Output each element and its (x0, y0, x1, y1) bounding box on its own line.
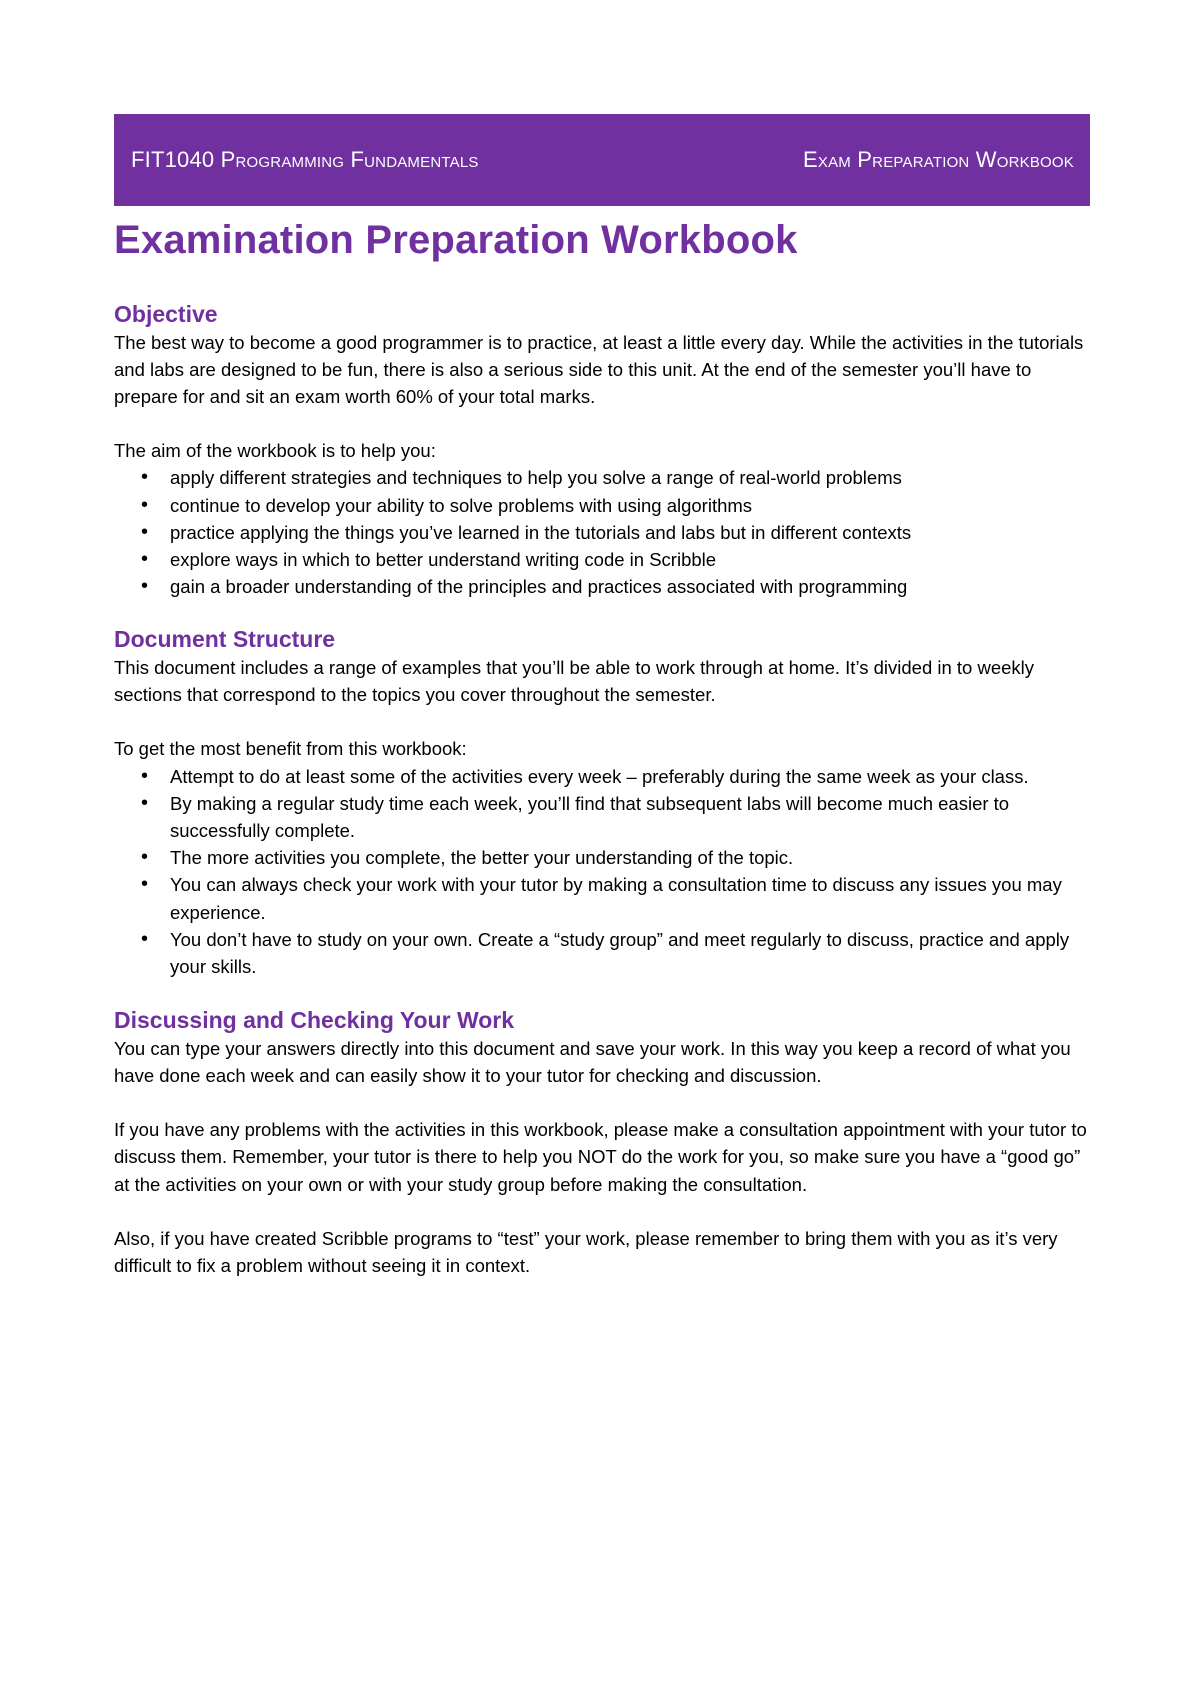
list-item: • apply different strategies and techniques to help you solve a range of real-world problems (170, 464, 1090, 491)
header-course-title: FIT1040 Programming Fundamentals (131, 147, 479, 172)
list-item: • continue to develop your ability to solve problems with using algorithms (170, 492, 1090, 519)
aims-list (114, 464, 1090, 600)
list-item: • By making a regular study time each week, you’ll find that subsequent labs will become much easier to successfully complete. (170, 790, 1090, 844)
discussing-paragraph: You can type your answers directly into this document and save your work. In this way you keep a record of what you have done each week and can easily show it to your tutor for checking and discussion. (114, 1037, 1071, 1087)
structure-section (114, 626, 1090, 980)
discussing-paragraph: If you have any problems with the activities in this workbook, please make a consultation appointment with your tutor to discuss them. Remember, your tutor is there to help you NOT do the work for you, so make sure you have a “good go” at the activities on your own or with your study group before making the consultation. (114, 1119, 1087, 1195)
discussing-heading: Discussing and Checking Your Work (114, 1007, 515, 1034)
discussing-paragraph: Also, if you have created Scribble programs to “test” your work, please remember to bring them with you as it’s very difficult to fix a problem without seeing it in context. (114, 1227, 1058, 1277)
objective-paragraph: The best way to become a good programmer is to practice, at least a little every day. While the activities in the tutorials and labs are designed to be fun, there is also a serious side to this unit. At the end of the semester you’ll have to prepare for and sit an exam worth 60% of your total marks. (114, 331, 1084, 407)
document-page (114, 114, 1090, 1279)
list-item: • You can always check your work with your tutor by making a consultation time to discuss any issues you may experience. (170, 871, 1090, 925)
list-item: • You don’t have to study on your own. Create a “study group” and meet regularly to discuss, practice and apply your skills. (170, 926, 1090, 980)
header-band (114, 114, 1090, 206)
list-item: • gain a broader understanding of the principles and practices associated with programming (170, 573, 1090, 600)
benefits-list (114, 763, 1090, 981)
header-document-label: Exam Preparation Workbook (803, 147, 1074, 172)
list-item: • The more activities you complete, the better your understanding of the topic. (170, 844, 1090, 871)
aim-intro: The aim of the workbook is to help you: (114, 440, 436, 462)
objective-section (114, 301, 1090, 600)
structure-heading: Document Structure (114, 626, 336, 653)
objective-heading: Objective (114, 301, 218, 327)
structure-paragraph: This document includes a range of examples that you’ll be able to work through at home. It’s divided in to weekly sections that correspond to the topics you cover throughout the semester. (114, 657, 1035, 706)
discussing-section (114, 1007, 1090, 1279)
list-item: • explore ways in which to better understand writing code in Scribble (170, 546, 1090, 573)
list-item: • Attempt to do at least some of the activities every week – preferably during the same week as your class. (170, 763, 1090, 790)
benefit-intro: To get the most benefit from this workbook: (114, 738, 467, 760)
document-title: Examination Preparation Workbook (114, 218, 798, 262)
list-item: • practice applying the things you’ve learned in the tutorials and labs but in different contexts (170, 519, 1090, 546)
